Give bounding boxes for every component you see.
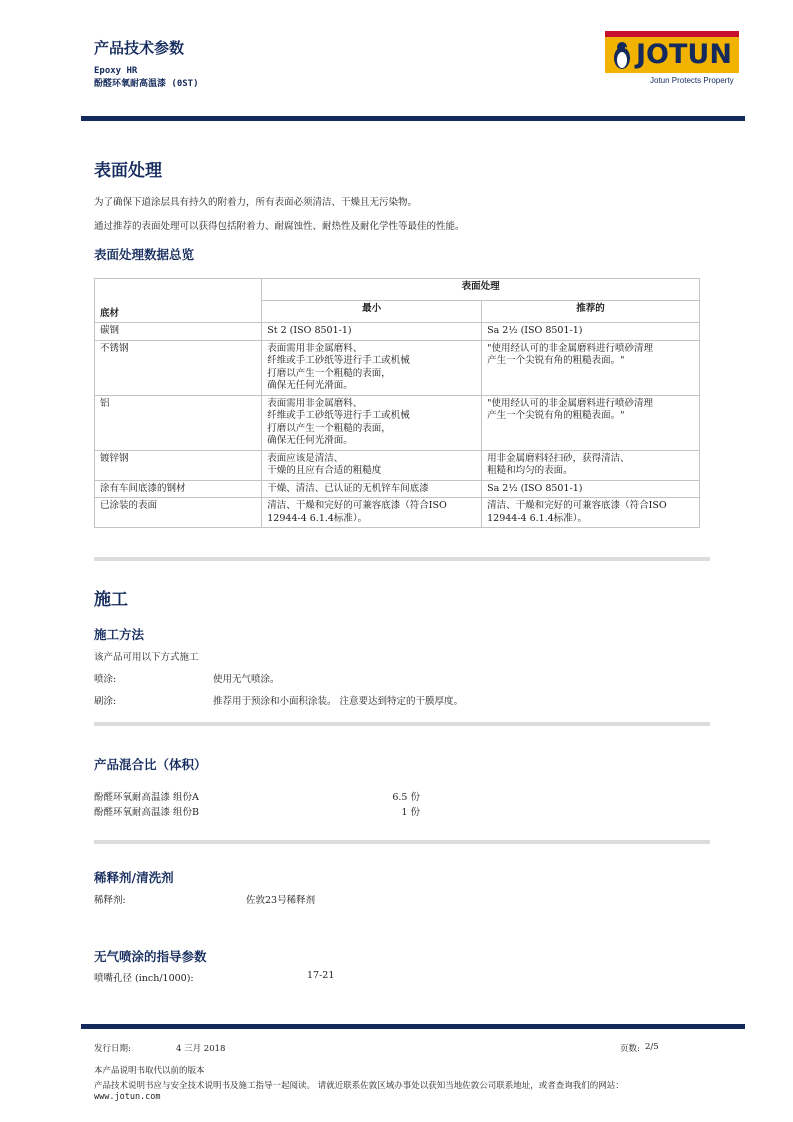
table-row: [95, 340, 700, 395]
jotun-logo: [605, 31, 739, 87]
cell-line: Sa 2½ (ISO 8501-1): [487, 482, 583, 494]
method-value-spray: 使用无气喷涂。: [213, 674, 280, 685]
table-row: [95, 498, 700, 528]
footer-supersede-note: 本产品说明书取代以前的版本: [94, 1066, 205, 1076]
logo-wordmark: JOTUN: [636, 39, 732, 70]
logo-tagline: Jotun Protects Property: [650, 76, 734, 85]
cell-rec: [482, 323, 700, 341]
product-name-cn: 酚醛环氧耐高温漆 (0ST): [94, 79, 199, 89]
cell-rec: [482, 340, 700, 395]
mix-value-b: 1 份: [401, 807, 420, 818]
method-label-brush: 刷涂:: [94, 696, 117, 707]
cell-min: [262, 450, 482, 480]
table-row: [95, 450, 700, 480]
header-divider: [81, 116, 745, 121]
table-header-group: 表面处理: [262, 279, 700, 301]
footer-divider: [81, 1024, 745, 1029]
cell-line: "使用经认可的非金属磨料进行喷砂清理: [487, 397, 653, 409]
surface-paragraph-1: 为了确保下道涂层具有持久的附着力，所有表面必须清洁、干燥且无污染物。: [94, 197, 418, 208]
cell-min: [262, 498, 482, 528]
thinner-title: 稀释剂/清洗剂: [94, 870, 174, 885]
method-intro: 该产品可用以下方式施工: [94, 652, 199, 663]
nozzle-label: 喷嘴孔径 (inch/1000):: [94, 973, 194, 984]
nozzle-value: 17-21: [307, 970, 335, 981]
cell-line: 干燥、清洁、已认证的无机锌车间底漆: [267, 482, 429, 494]
page-label: 页数:: [620, 1044, 640, 1054]
cell-line: 纤维或手工砂纸等进行手工或机械: [267, 355, 410, 366]
cell-substrate: 不锈钢: [95, 340, 262, 395]
method-title: 施工方法: [94, 627, 145, 642]
cell-line: 用非金属磨料轻扫砂，获得清洁、: [487, 452, 630, 464]
section-divider: [94, 722, 710, 726]
penguin-icon: [611, 40, 633, 70]
cell-substrate: 碳钢: [95, 323, 262, 341]
table-header-min: 最小: [262, 301, 482, 323]
cell-line: 打磨以产生一个粗糙的表面，: [267, 422, 391, 434]
page-number: 2/5: [645, 1042, 659, 1052]
table-row: [95, 480, 700, 498]
cell-line: 确保无任何光滑面。: [267, 380, 353, 391]
cell-line: 12944-4 6.1.4标准）。: [267, 512, 368, 524]
cell-min: [262, 480, 482, 498]
section-divider: [94, 840, 710, 844]
issue-date-label: 发行日期:: [94, 1044, 131, 1054]
cell-substrate: 镀锌钢: [95, 450, 262, 480]
table-row: [95, 395, 700, 450]
issue-date: 4 三月 2018: [176, 1044, 226, 1054]
cell-min: [262, 323, 482, 341]
doc-type-title: 产品技术参数: [94, 39, 185, 57]
thinner-value: 佐敦23号稀释剂: [246, 895, 316, 906]
cell-line: 打磨以产生一个粗糙的表面，: [267, 367, 391, 379]
cell-line: 粗糙和均匀的表面。: [487, 465, 573, 476]
airless-title: 无气喷涂的指导参数: [94, 949, 207, 964]
table-header-rec: 推荐的: [482, 301, 700, 323]
cell-line: 确保无任何光滑面。: [267, 435, 353, 446]
cell-rec: [482, 395, 700, 450]
thinner-label: 稀释剂:: [94, 895, 126, 906]
cell-rec: [482, 498, 700, 528]
cell-line: "使用经认可的非金属磨料进行喷砂清理: [487, 342, 653, 354]
method-label-spray: 喷涂:: [94, 674, 117, 685]
cell-substrate: 已涂装的表面: [95, 498, 262, 528]
cell-line: 清洁、干燥和完好的可兼容底漆（符合ISO: [267, 500, 447, 511]
mix-label-b: 酚醛环氧耐高温漆 组份B: [94, 807, 200, 818]
surface-prep-table: [94, 278, 700, 528]
cell-line: 表面需用非金属磨料、: [267, 342, 363, 354]
cell-substrate: 铝: [95, 395, 262, 450]
table-row: [95, 323, 700, 341]
table-header-substrate: 底材: [95, 279, 262, 323]
surface-table-title: 表面处理数据总览: [94, 247, 195, 262]
mix-label-a: 酚醛环氧耐高温漆 组份A: [94, 792, 199, 803]
cell-line: 纤维或手工砂纸等进行手工或机械: [267, 410, 410, 421]
cell-substrate: 涂有车间底漆的钢材: [95, 480, 262, 498]
surface-paragraph-2: 通过推荐的表面处理可以获得包括附着力、耐腐蚀性、耐热性及耐化学性等最佳的性能。: [94, 221, 465, 232]
mix-title: 产品混合比（体积）: [94, 757, 207, 772]
footer-website-link[interactable]: www.jotun.com: [94, 1092, 161, 1102]
cell-line: 表面应该是清洁、: [267, 452, 344, 464]
cell-line: St 2 (ISO 8501-1): [267, 325, 352, 336]
cell-line: 清洁、干燥和完好的可兼容底漆（符合ISO: [487, 500, 667, 511]
section-divider: [94, 557, 710, 561]
cell-line: 表面需用非金属磨料、: [267, 397, 363, 409]
section-heading-surface: 表面处理: [94, 161, 162, 181]
footer-instructions: 产品技术说明书应与安全技术说明书及施工指导一起阅读。 请就近联系佐敦区域办事处以获知当地佐敦公司联系地址，或者查询我们的网站：: [94, 1081, 624, 1091]
method-value-brush: 推荐用于预涂和小面积涂装。 注意要达到特定的干膜厚度。: [213, 696, 464, 707]
cell-rec: [482, 480, 700, 498]
cell-min: [262, 340, 482, 395]
section-heading-application: 施工: [94, 590, 128, 610]
cell-rec: [482, 450, 700, 480]
mix-value-a: 6.5 份: [392, 792, 420, 803]
cell-line: Sa 2½ (ISO 8501-1): [487, 325, 583, 336]
cell-line: 12944-4 6.1.4标准）。: [487, 512, 588, 524]
cell-line: 产生一个尖锐有角的粗糙表面。": [487, 355, 625, 366]
product-name-en: Epoxy HR: [94, 66, 138, 76]
cell-line: 产生一个尖锐有角的粗糙表面。": [487, 410, 625, 421]
cell-line: 干燥的且应有合适的粗糙度: [267, 465, 382, 476]
cell-min: [262, 395, 482, 450]
